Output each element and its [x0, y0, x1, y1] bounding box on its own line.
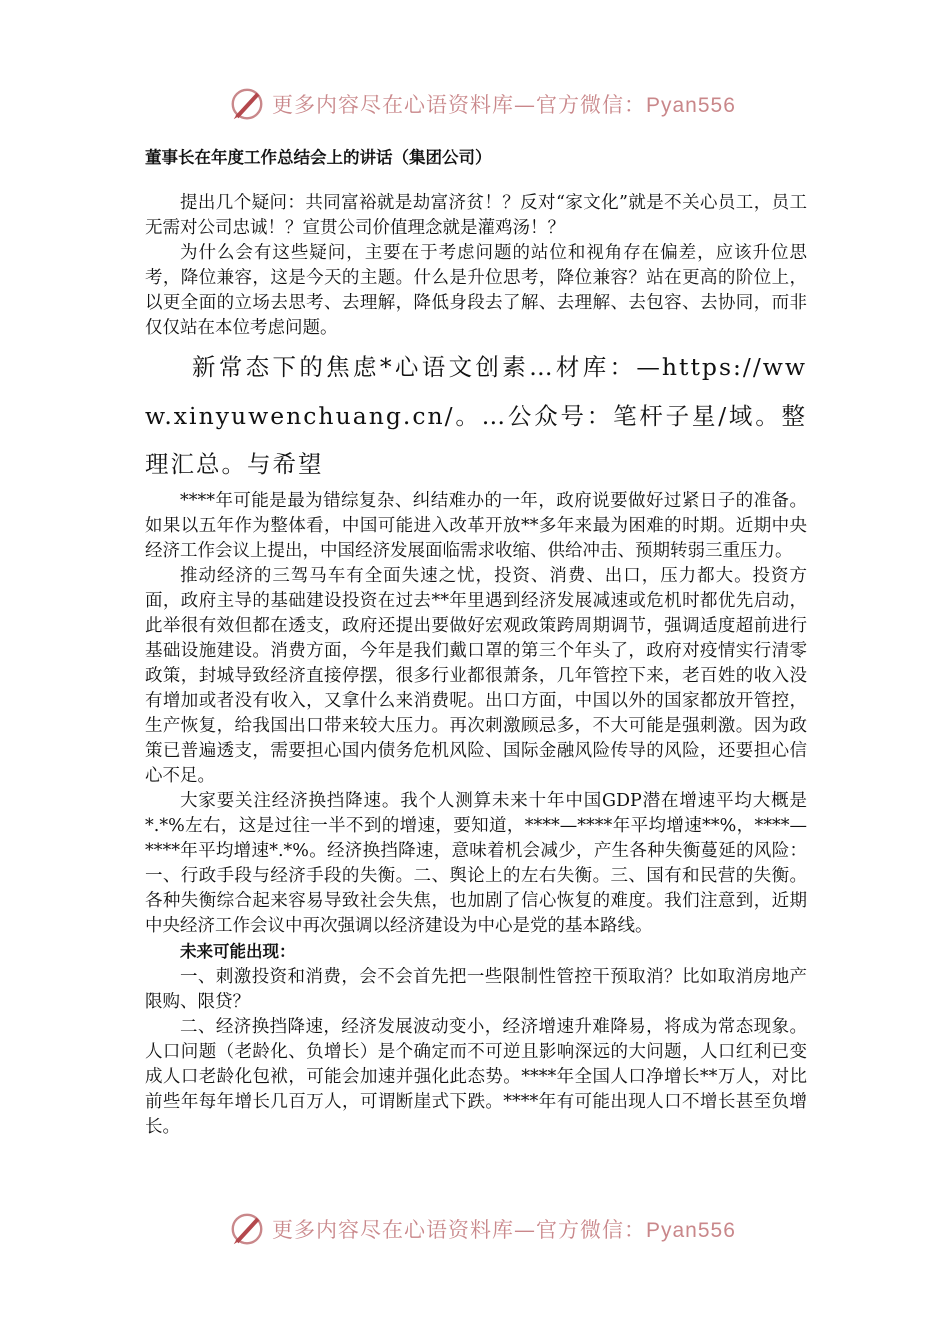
banner-brand-text: 更多内容尽在心语资料库	[272, 1218, 514, 1242]
future-heading-row	[145, 939, 807, 965]
paragraph-future-2: 二、经济换挡降速，经济发展波动变小，经济增速升难降易，将成为常态现象。人口问题（老龄化、负增长）是个确定而不可逆且影响深远的大问题，人口红利已变成人口老龄化包袱，可能会加速并强化此态势。****年全国人口净增长**万人，对比前些年每年增长几百万人，可谓断崖式下跌。****年有可能出现人口不增长甚至负增长。	[145, 1016, 807, 1137]
banner-text	[272, 89, 736, 119]
paragraph-future-1: 一、刺激投资和消费，会不会首先把一些限制性管控干预取消？比如取消房地产限购、限贷？	[145, 966, 807, 1012]
footer-watermark-banner	[0, 1205, 950, 1253]
pen-logo-icon	[228, 1210, 266, 1248]
banner-wechat-label: 官方微信：	[536, 93, 646, 117]
banner-wechat-id: Pyan556	[646, 1219, 736, 1242]
document-title: 董事长在年度工作总结会上的讲话（集团公司）	[145, 148, 492, 167]
header-watermark-banner	[0, 80, 950, 128]
banner-brand-text: 更多内容尽在心语资料库	[272, 93, 514, 117]
paragraph-why: 为什么会有这些疑问，主要在于考虑问题的站位和视角存在偏差，应该升位思考，降位兼容，这是今天的主题。什么是升位思考，降位兼容？站在更高的阶位上，以更全面的立场去思考、去理解，降低身段去了解、去理解、去包容、去协同，而非仅仅站在本位考虑问题。	[145, 243, 807, 338]
document-body	[145, 145, 807, 1140]
paragraph-three-engines: 推动经济的三驾马车有全面失速之忧，投资、消费、出口，压力都大。投资方面，政府主导的基础建设投资在过去**年里遇到经济发展减速或危机时都优先启动，此举很有效但都在透支，政府还提出要做好宏观政策跨周期调节，强调适度超前进行基础设施建设。消费方面，今年是我们戴口罩的第三个年头了，政府对疫情实行清零政策，封城导致经济直接停摆，很多行业都很萧条，几年管控下来，老百姓的收入没有增加或者没有收入，又拿什么来消费呢。出口方面，中国以外的国家都放开管控，生产恢复，给我国出口带来较大压力。再次刺激顾忌多，不大可能是强刺激。因为政策已普遍透支，需要担心国内债务危机风险、国际金融风险传导的风险，还要担心信心不足。	[145, 565, 807, 786]
paragraph-year-outlook: ****年可能是最为错综复杂、纠结难办的一年，政府说要做好过紧日子的准备。如果以五年作为整体看，中国可能进入改革开放**多年来最为困难的时期。近期中央经济工作会议上提出，中国经济发展面临需求收缩、供给冲击、预期转弱三重压力。	[145, 490, 807, 561]
banner-dash: —	[514, 1218, 536, 1242]
pen-logo-icon	[228, 85, 266, 123]
future-heading: 未来可能出现：	[180, 941, 296, 961]
banner-dash: —	[514, 93, 536, 117]
banner-inner-bottom	[228, 1205, 736, 1253]
paragraph-gear-shift: 大家要关注经济换挡降速。我个人测算未来十年中国GDP潜在增速平均大概是*.*%左右，这是过往一半不到的增速，要知道，****—****年平均增速**%，****—****年平均增速*.*%。经济换挡降速，意味着机会减少，产生各种失衡蔓延的风险：一、行政手段与经济手段的失衡。二、舆论上的左右失衡。三、国有和民营的失衡。各种失衡综合起来容易导致社会失焦，也加剧了信心恢复的难度。我们注意到，近期中央经济工作会议中再次强调以经济建设为中心是党的基本路线。	[145, 790, 807, 936]
banner-wechat-id: Pyan556	[646, 94, 736, 117]
large-heading: 新常态下的焦虑*心语文创素…材库：—https://www.xinyuwenchuang.cn/。…公众号：笔杆子星/域。整理汇总。与希望	[145, 353, 807, 478]
banner-wechat-label: 官方微信：	[536, 1218, 646, 1242]
banner-inner	[228, 80, 736, 128]
paragraph-questions: 提出几个疑问：共同富裕就是劫富济贫！？反对“家文化”就是不关心员工，员工无需对公司忠诚！？宣贯公司价值理念就是灌鸡汤！？	[145, 193, 807, 238]
banner-text-bottom	[272, 1214, 736, 1244]
